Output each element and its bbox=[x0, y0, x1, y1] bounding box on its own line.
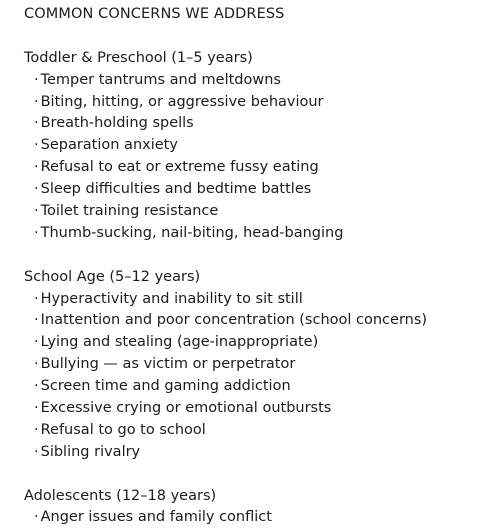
group-school-age bbox=[24, 267, 482, 464]
group-title-adolescents: Adolescents (12–18 years) bbox=[24, 487, 217, 504]
list-item bbox=[24, 332, 482, 354]
list-item-text: Sleep difficulties and bedtime battles bbox=[40, 181, 312, 198]
list-item bbox=[24, 157, 482, 179]
bullet-glyph: · bbox=[34, 356, 39, 373]
list-item-text: Sibling rivalry bbox=[40, 443, 141, 460]
spacer bbox=[24, 26, 482, 48]
list-item bbox=[24, 113, 482, 135]
list-item bbox=[24, 507, 482, 529]
list-item-text: Refusal to go to school bbox=[40, 421, 206, 438]
list-item-text: Breath-holding spells bbox=[40, 115, 194, 132]
bullet-glyph: · bbox=[34, 159, 39, 176]
list-item bbox=[24, 179, 482, 201]
list-item bbox=[24, 135, 482, 157]
list-item-text: Lying and stealing (age-inappropriate) bbox=[40, 334, 319, 351]
section-heading: COMMON CONCERNS WE ADDRESS bbox=[24, 6, 285, 22]
list-item bbox=[24, 201, 482, 223]
list-item bbox=[24, 442, 482, 464]
concerns-document bbox=[24, 4, 482, 529]
bullet-glyph: · bbox=[34, 224, 39, 241]
bullet-glyph: · bbox=[34, 312, 39, 329]
bullet-glyph: · bbox=[34, 203, 39, 220]
list-item-text: Biting, hitting, or aggressive behaviour bbox=[40, 93, 324, 110]
list-item bbox=[24, 354, 482, 376]
bullet-glyph: · bbox=[34, 421, 39, 438]
list-item bbox=[24, 289, 482, 311]
bullet-glyph: · bbox=[34, 93, 39, 110]
list-item bbox=[24, 70, 482, 92]
group-toddler bbox=[24, 48, 482, 245]
list-item-text: Thumb-sucking, nail-biting, head-banging bbox=[40, 224, 344, 241]
group-adolescents bbox=[24, 486, 482, 529]
list-item-text: Anger issues and family conflict bbox=[40, 509, 272, 526]
group-title-toddler: Toddler & Preschool (1–5 years) bbox=[24, 49, 253, 66]
list-item-text: Excessive crying or emotional outbursts bbox=[40, 400, 332, 417]
list-item-text: Screen time and gaming addiction bbox=[40, 378, 291, 395]
bullet-glyph: · bbox=[34, 71, 39, 88]
list-item-text: Hyperactivity and inability to sit still bbox=[40, 290, 303, 307]
bullet-glyph: · bbox=[34, 334, 39, 351]
group-title-school-age: School Age (5–12 years) bbox=[24, 268, 201, 285]
list-item bbox=[24, 92, 482, 114]
list-item-text: Toilet training resistance bbox=[40, 203, 219, 220]
bullet-glyph: · bbox=[34, 443, 39, 460]
list-item bbox=[24, 376, 482, 398]
spacer bbox=[24, 245, 482, 267]
bullet-glyph: · bbox=[34, 137, 39, 154]
list-item bbox=[24, 420, 482, 442]
list-item-text: Refusal to eat or extreme fussy eating bbox=[40, 159, 319, 176]
list-item-text: Separation anxiety bbox=[40, 137, 178, 154]
list-item-text: Temper tantrums and meltdowns bbox=[40, 71, 281, 88]
list-item bbox=[24, 310, 482, 332]
list-item-text: Inattention and poor concentration (school concerns) bbox=[40, 312, 428, 329]
spacer bbox=[24, 464, 482, 486]
bullet-glyph: · bbox=[34, 378, 39, 395]
list-item bbox=[24, 398, 482, 420]
bullet-glyph: · bbox=[34, 115, 39, 132]
bullet-glyph: · bbox=[34, 509, 39, 526]
bullet-glyph: · bbox=[34, 400, 39, 417]
bullet-glyph: · bbox=[34, 290, 39, 307]
list-item bbox=[24, 223, 482, 245]
bullet-glyph: · bbox=[34, 181, 39, 198]
list-item-text: Bullying — as victim or perpetrator bbox=[40, 356, 296, 373]
